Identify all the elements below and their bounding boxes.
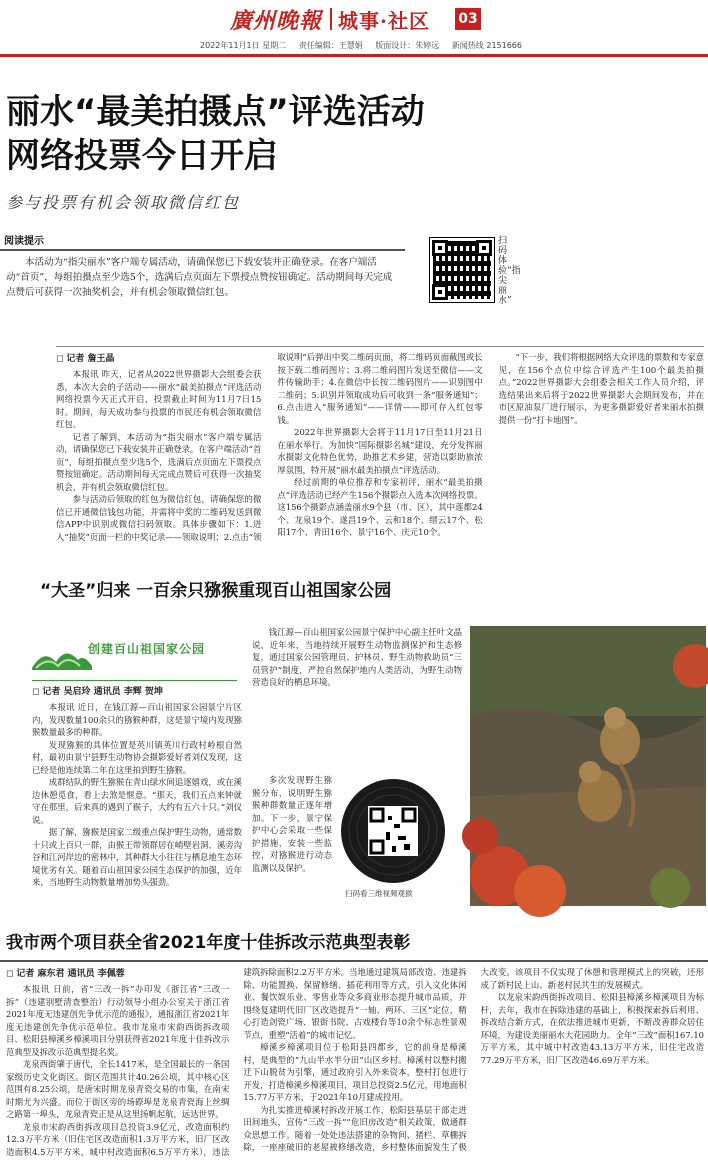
hotline: 新闻热线 2151666: [451, 41, 522, 50]
qr-caption: 扫码体验“指尖丽水”: [498, 236, 521, 306]
story1-byline: ◻ 记者 詹王晶: [56, 351, 261, 364]
story2-paragraph: 据了解，猕猴是国家二级重点保护野生动物，通常数十只或上百只一群，由猴王带领群居在峭壁岩洞、溪旁沟谷和江河岸边的密林中，其种群大小往往与栖息地生态环境优劣有关。随着百山祖国家公园生态保护的加强，近年来，当地野生动物数量增加势头强劲。: [32, 827, 242, 887]
story2-paragraph: 钱江源—百山祖国家公园景宁保护中心副主任叶文晶说，近年来，当地持续开展野生动物监测保护和生态修复，通过国家公园管理员、护林员、野生动物救助员“三员管护”制度，严控自然保护地内人类活动，为野生动物营造良好的栖息环境。: [252, 627, 462, 687]
story3-headline: 我市两个项目获全省2021年度十佳拆改示范典型表彰: [6, 933, 411, 953]
newspaper-logo: 廣州晚報: [230, 8, 323, 34]
story1-paragraph: 本报讯 昨天，记者从2022世界摄影大会组委会获悉，本次大会的子活动——丽水“最美拍摄点”评选活动网络投票今天正式开启，投票截止时间为11月7日15时。期间，每天成功参与投票的市民还有机会领取微信红包。: [56, 369, 262, 429]
story3-paragraph: 以龙泉宋韵西街拆改项目、松阳县樟溪乡樟溪项目为标杆，去年，我市在拆除违建的基础上，积极探索拆后利用、拆改结合新方式，在依法推进城市更新，不断改善群众居住环境，为建设美丽丽水大花园助力。全年“三改”面积167.10万平方米，其中城中村改造43.13万平方米，旧住宅改造77.29万平方米，旧厂区改造46.69万平方米。: [480, 992, 704, 1065]
story3-paragraph: 龙泉市宋韵西街拆改项目总投资3.9亿元，改造面积约12.3万平方米（旧住宅区改造面积1.3万平方米，旧厂区改造面积4.5万平方米，城中村改造面积6.5万平方米），违法建筑拆除面积2.2万平方米。当地通过建筑局部改造、违建拆除、功能置换、保留修缮、插花利用等方式，引入文化体闲业、餐饮娱乐业、零售业等众多商业形态提升城市品质，并围绕复建明代旧厂区改造提升“一轴、两环、三区”定位，精心打造剑瓷广场、银街书院、古戏楼台等10余个标志性景观节点，重塑“活着”的城市记忆。: [6, 967, 467, 1157]
notice-title: 阅读提示: [4, 236, 44, 247]
video-caption: 扫码看三维视频观猴: [345, 889, 413, 898]
page-number: 03: [455, 8, 481, 30]
headline-line-1: 丽水“最美拍摄点”评选活动: [6, 92, 425, 132]
section-title: 城事·社区: [338, 9, 430, 33]
qr-code-icon[interactable]: [430, 238, 494, 302]
story3-paragraph: 樟溪乡樟溪项目位于松阳县四都乡，它的前身是樟溪村，是典型的“九山半水半分田”山区乡村。樟溪村以整村搬迁下山脱贫为引擎，通过政府引入外来资本，整村打包进行开发，打造樟溪乡樟溪项目，项目总投资2.5亿元，用地面积15.77万平方米，于2021年10月建成投用。: [243, 1042, 467, 1102]
story2-paragraph: 成群结队的野生猕猴在青山绿水间追逐嬉戏，或在溪边休憩觅食，看上去煞是惬意。“那天，我们五点来钟就守在那里，后来真的遇到了猴子，大约有五六十只。”刘仪说。: [32, 777, 242, 825]
story1-headline: [6, 90, 696, 178]
qr-finder: [432, 240, 448, 256]
story3-paragraph: 龙泉西街肇于唐代，全长1417米，是全国最长的一条国家级历史文化街区。街区范围共计40.26公顷，其中核心区范围有8.25公顷，是唐宋时期龙泉青瓷交易的市集，在南宋时期尤为兴盛。而位于街区旁的场磜埠是龙泉青瓷海上丝绸之路第一埠头，龙泉青瓷正是从这里扬帆起航，远达世界。: [6, 1059, 230, 1119]
story3-article: [6, 966, 704, 1162]
notice-text: 本活动为“指尖丽水”客户端专属活动，请确保您已下载安装并正确登录。在客户端活动“首页”，每组拍摄点至少选5个，选满后点页面左下票授点赞按钮确定。活动期间每天完成点赞后可获得一次抽奖机会，并有机会领取微信红包。: [6, 257, 393, 298]
story2-column-2b: [252, 774, 332, 904]
story2-paragraph: 发现猕猴的具体位置是英川镇英川行政村岭根自然村，最初由景宁县野生动物协会摄影爱好者刘仪发现，这已经是他连续第二年在这里拍到野生猕猴。: [32, 739, 242, 775]
story1-subtitle: 参与投票有机会领取微信红包: [6, 193, 241, 212]
story3-rule: [0, 960, 708, 962]
story3-paragraph: 为扎实推进樟溪村拆改开展工作，松阳县基层干部走进田间地头，宣传“三改一拆”“危旧房改造”相关政策，做通群众思想工作。随着一处处违法搭建的杂物间、猪栏、草棚拆除，一座座破旧的老屋被修缮改造，乡村整体面貌发生了极大改变。该项目不仅实现了休憩和管理模式上的突破，还形成了新村民上山、新老村民共生的发展模式。: [243, 967, 704, 1152]
story1-paragraph: “下一步，我们将根据网络大众评选的票数和专家意见，在156个点位中综合评选产生100个最美拍摄点。”2022世界摄影大会组委会相关工作人员介绍，评选结果出来后将于2022世界摄影大会期间发布，并在市区原油泵厂进行展示，为更多摄影爱好者来丽水拍摄提供一份“打卡地图”。: [498, 352, 704, 425]
hills-logo-icon: [32, 644, 92, 670]
masthead: [0, 0, 708, 36]
masthead-rule: [0, 54, 708, 57]
story1-paragraph: 参与活动后领取的红包为微信红包，请确保您的微信已开通微信钱包功能，并需将中奖的二维码发送到微信APP中识别或微信扫码领取。具体步骤如下：1.进入“抽奖”页面一栏的中奖记录——领取说明；2.点击“领取说明”后弹出中奖二维码页面，将二维码页面截图或长按下载二维码图片；3.将二维码图片发送至微信——文件传输助手；4.在微信中长按二维码图片——识别图中二维码；5.识别并领取成功后可收到一条“服务通知”；6.点击进入“服务通知”——详情——即可存入红包零钱。: [56, 352, 483, 542]
headline-line-2: 网络投票今日开启: [6, 136, 278, 176]
designer: 版面设计：朱婷远: [375, 41, 440, 50]
notice-rule: [0, 249, 405, 251]
qr-finder: [476, 240, 492, 256]
banner-rule: [32, 680, 237, 681]
info-bar: [200, 40, 532, 51]
story3-paragraph: 本报讯 日前，省“三改一拆”办印发《浙江省“三改一拆”（违建别墅清查整治）行动领导小组办公室关于浙江省2021年度无违建创先争优示范的通报》，通报浙江省2021年度无违建创先争优示范单位。我市龙泉市宋韵西街拆改项目、松阳县樟溪乡樟溪项目分别获得省2021年度十佳拆改示范典型及拆改示范典型提名奖。: [6, 984, 230, 1057]
masthead-divider: [330, 8, 332, 30]
story3-byline: ◻ 记者 麻东君 通讯员 李佩蓉: [6, 966, 229, 979]
story1-article: [56, 346, 704, 556]
editor: 责任编辑：王慧娟: [298, 41, 363, 50]
story2-byline: ◻ 记者 吴启玲 通讯员 李辉 贺坤: [32, 684, 242, 697]
reading-notice: [0, 232, 405, 300]
issue-date: 2022年11月1日 星期二: [200, 41, 287, 50]
monkey-photo: [470, 626, 706, 906]
banner-text: 创建百山祖国家公园: [88, 642, 206, 656]
story1-paragraph: 记者了解到，本活动为“指尖丽水”客户端专属活动，请确保您已下载安装并正确登录。在客户端活动“首页”，每组拍摄点至少选5个，选满后点页面左下票授点赞按钮确定。活动期间每天完成点赞后可获得一次抽奖机会，并有机会领取微信红包。: [56, 431, 262, 492]
story1-paragraph: 2022年世界摄影大会将于11月17日至11月21日在丽水举行。为加快“国际摄影名城”建设，充分发挥丽水摄影文化特色优势，助推艺术乡建，营造以影助旅浓厚氛围，特开展“丽水最美拍摄点”评选活动。: [277, 427, 483, 475]
story1-paragraph: 经过前期的单位推荐和专家初评，丽水“最美拍摄点”评选活动已经产生156个摄影点入选本次网络投票。这156个摄影点涵盖丽水9个县（市、区），其中莲都24个、龙泉19个、遂昌19个、云和18个、缙云17个、松阳17个、青田16个、景宁16个、庆元10个。: [277, 477, 483, 537]
qr-finder: [432, 284, 448, 300]
story2-paragraph: 多次发现野生猕猴分布，说明野生猕猴种群数量正逐年增加。下一步，景宁保护中心会采取一些保护措施，安装一些监控，对猕猴进行动态监测以及保护。: [252, 775, 332, 873]
vinyl-record-icon[interactable]: [338, 776, 448, 886]
story2-paragraph: 本报讯 近日，在钱江源—百山祖国家公园景宁片区内，发现数量100余只的猕猴种群，这是景宁境内发现猕猴数量最多的种群。: [32, 702, 242, 737]
park-banner: [32, 630, 232, 672]
story2-headline: “大圣”归来 一百余只猕猴重现百山祖国家公园: [40, 581, 392, 601]
story2-column-1: [32, 684, 242, 904]
story2-column-2: [252, 626, 462, 766]
